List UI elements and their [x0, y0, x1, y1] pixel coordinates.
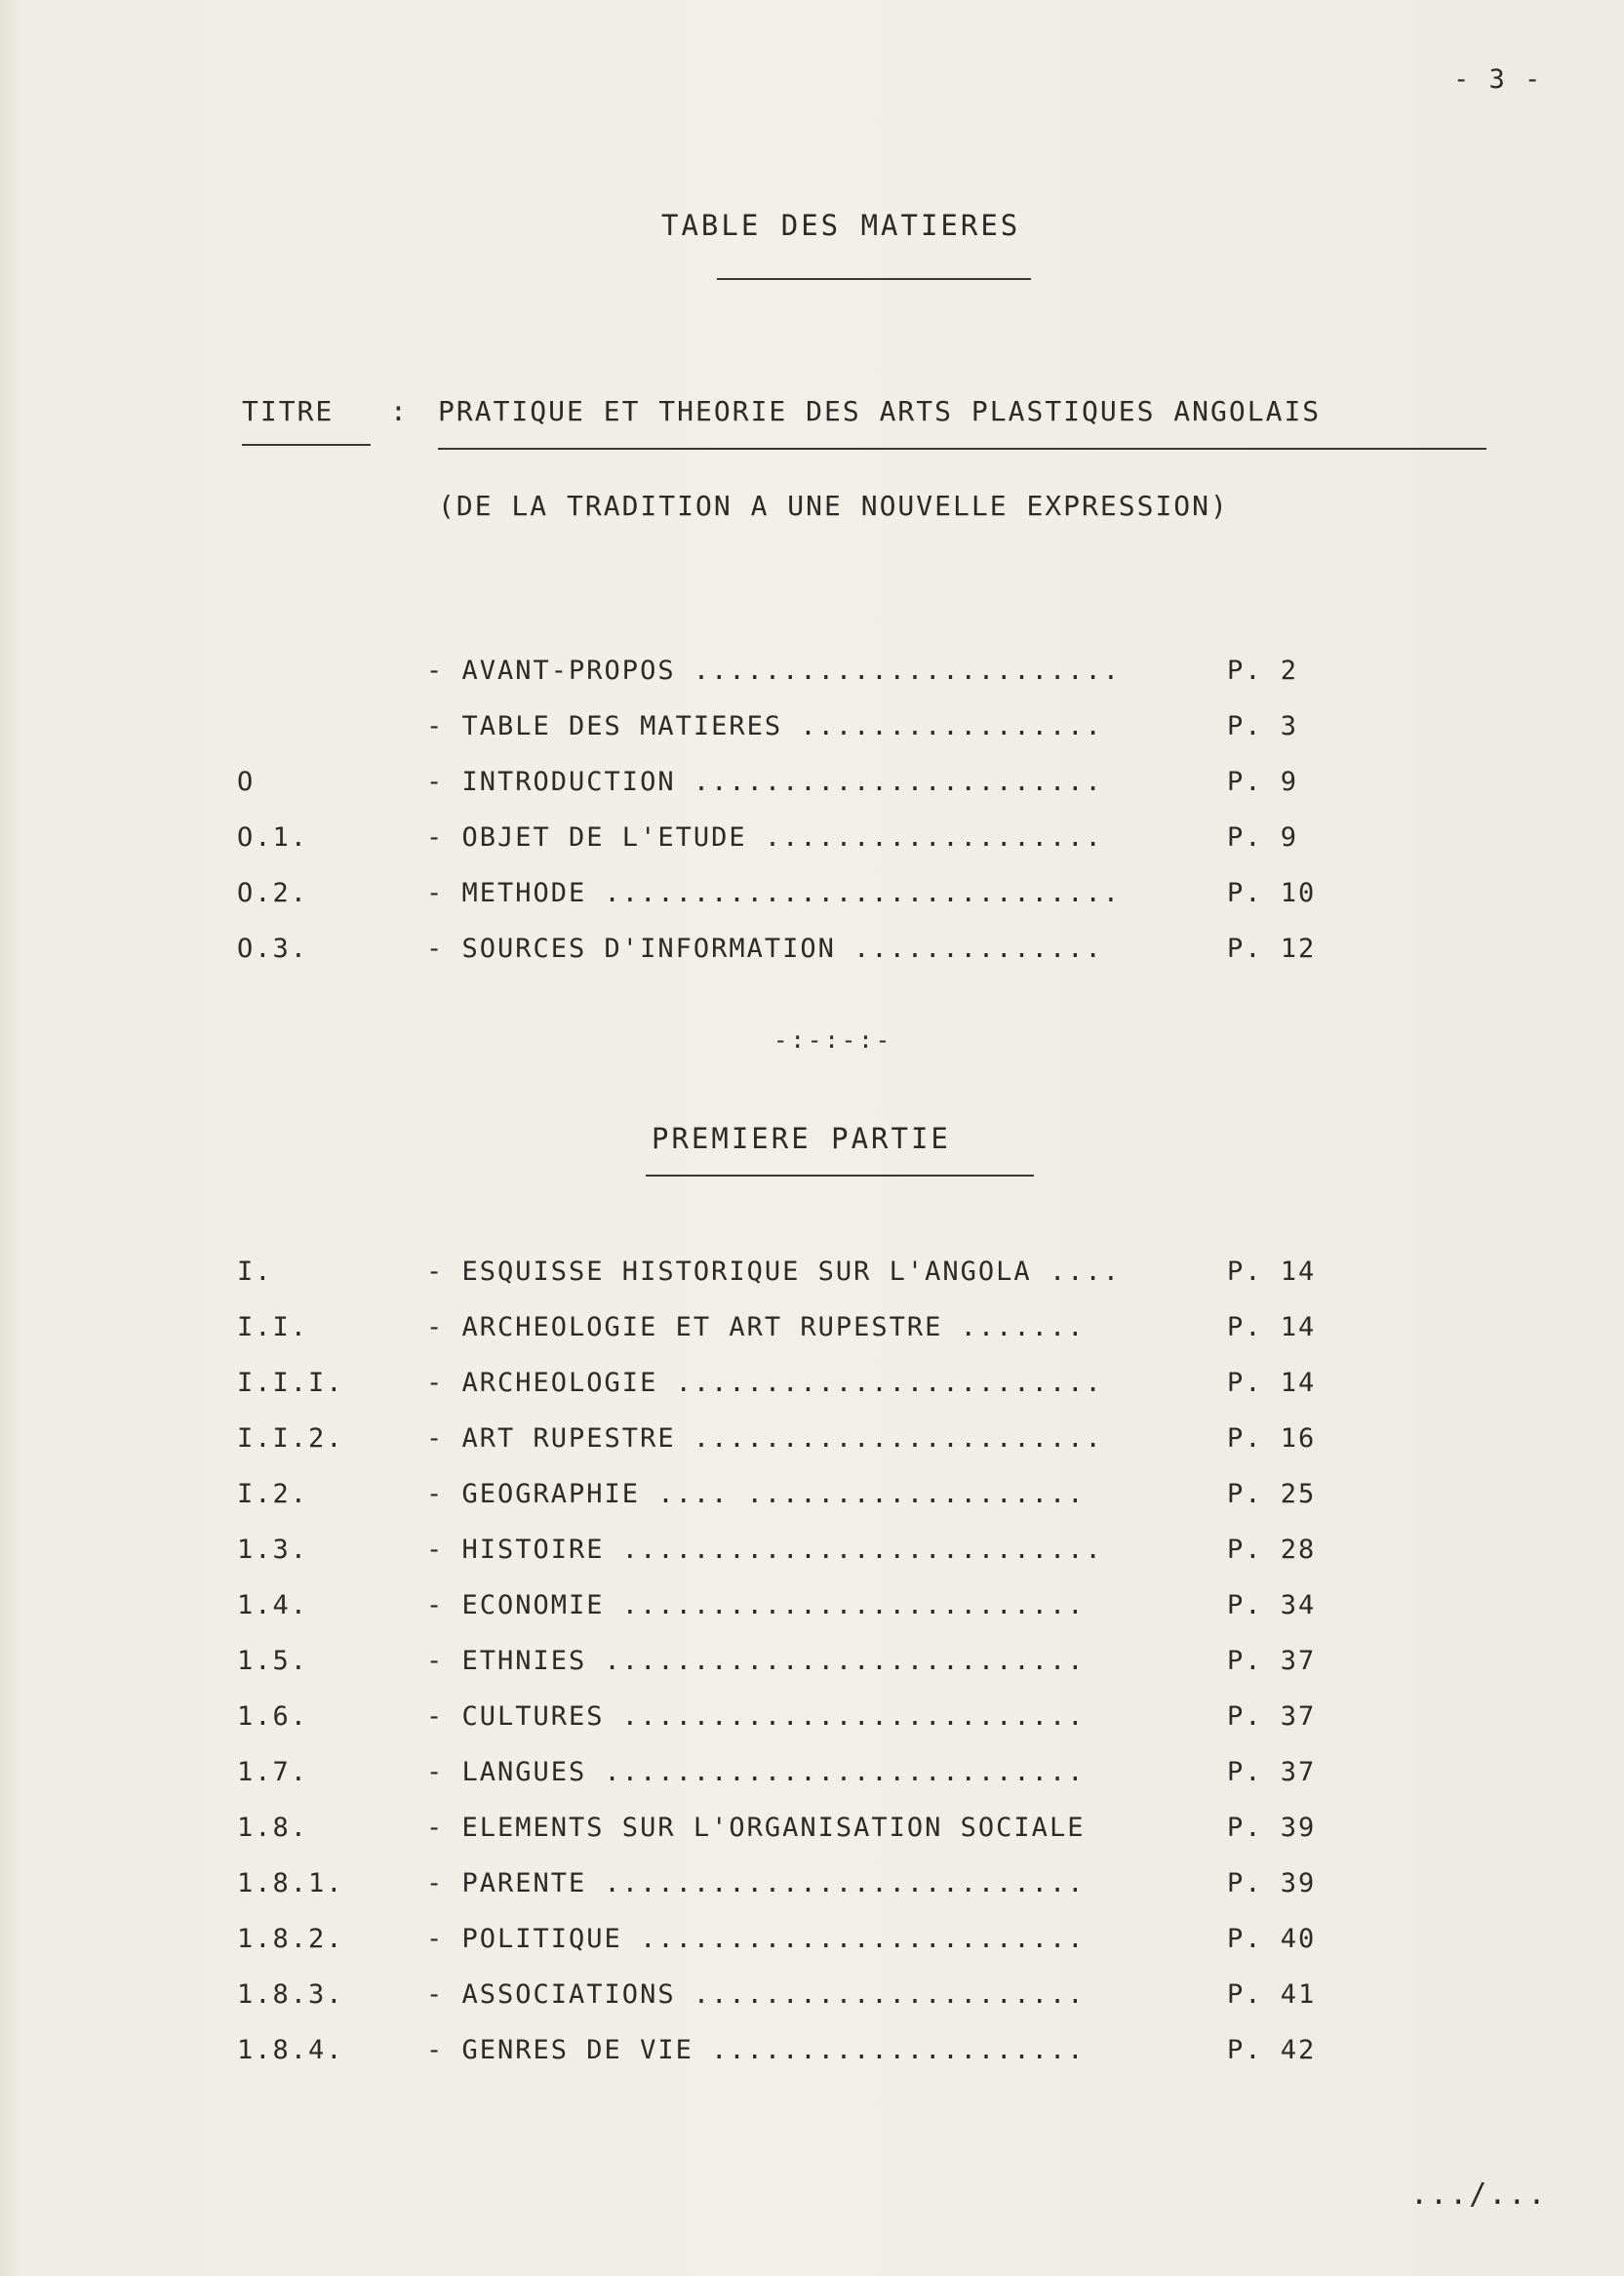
toc-entry-label: - GENRES DE VIE ..................... — [426, 2035, 1086, 2065]
toc-entry-page: P. 12 — [1227, 934, 1317, 964]
toc-entry-page: P. 10 — [1227, 878, 1317, 908]
toc-entry-page: P. 37 — [1227, 1701, 1317, 1732]
toc-entry-label: - ESQUISSE HISTORIQUE SUR L'ANGOLA .... — [426, 1257, 1121, 1287]
toc-entry-label: - TABLE DES MATIERES ................. — [426, 711, 1103, 741]
toc-entry-number: 1.8.1. — [237, 1868, 344, 1898]
toc-entry-page: P. 41 — [1227, 1979, 1317, 2010]
toc-entry — [0, 1646, 1624, 1685]
part-heading: PREMIERE PARTIE — [652, 1122, 951, 1155]
toc-entry-label: - LANGUES ........................... — [426, 1757, 1086, 1787]
toc-entry — [0, 767, 1624, 806]
toc-entry-label: - ETHNIES ........................... — [426, 1646, 1086, 1676]
toc-entry-label: - ARCHEOLOGIE ........................ — [426, 1368, 1103, 1398]
section-separator: -:-:-:- — [773, 1026, 893, 1054]
toc-entry — [0, 1535, 1624, 1574]
toc-entry-number: 1.8.2. — [237, 1924, 344, 1954]
toc-entry-label: - AVANT-PROPOS ........................ — [426, 656, 1121, 686]
toc-entry-label: - OBJET DE L'ETUDE ................... — [426, 822, 1103, 853]
heading-underline — [717, 278, 1031, 280]
toc-entry-number: I. — [237, 1257, 273, 1287]
toc-entry — [0, 1312, 1624, 1351]
toc-entry-page: P. 14 — [1227, 1257, 1317, 1287]
toc-entry — [0, 1757, 1624, 1796]
toc-entry-label: - POLITIQUE ......................... — [426, 1924, 1086, 1954]
toc-entry-page: P. 28 — [1227, 1535, 1317, 1565]
toc-entry-number: I.I. — [237, 1312, 309, 1342]
titre-label: TITRE — [242, 395, 335, 427]
toc-entry-page: P. 37 — [1227, 1757, 1317, 1787]
toc-entry — [0, 822, 1624, 861]
toc-entry — [0, 1924, 1624, 1963]
toc-entry-number: I.2. — [237, 1479, 309, 1509]
document-heading: TABLE DES MATIERES — [661, 209, 1021, 242]
toc-entry-page: P. 39 — [1227, 1813, 1317, 1843]
toc-entry-label: - ART RUPESTRE ....................... — [426, 1423, 1103, 1454]
continuation-mark: .../... — [1410, 2177, 1548, 2212]
toc-entry-number: I.I.I. — [237, 1368, 344, 1398]
toc-entry-number: 1.7. — [237, 1757, 309, 1787]
toc-entry-number: 1.8. — [237, 1813, 309, 1843]
toc-entry-label: - GEOGRAPHIE .... ................... — [426, 1479, 1086, 1509]
toc-entry — [0, 1701, 1624, 1740]
toc-entry-number: 1.8.3. — [237, 1979, 344, 2010]
toc-entry-page: P. 2 — [1227, 656, 1299, 686]
toc-entry-label: - ARCHEOLOGIE ET ART RUPESTRE ....... — [426, 1312, 1086, 1342]
toc-entry — [0, 2035, 1624, 2074]
toc-entry-number: 1.4. — [237, 1590, 309, 1620]
titre-text: PRATIQUE ET THEORIE DES ARTS PLASTIQUES ANGOLAIS — [438, 395, 1322, 427]
toc-entry-label: - ASSOCIATIONS ...................... — [426, 1979, 1086, 2010]
toc-entry — [0, 1813, 1624, 1852]
toc-entry-label: - HISTOIRE ........................... — [426, 1535, 1103, 1565]
toc-entry-number: O.1. — [237, 822, 309, 853]
toc-entry-label: - SOURCES D'INFORMATION .............. — [426, 934, 1103, 964]
toc-entry-page: P. 3 — [1227, 711, 1299, 741]
document-subtitle: (DE LA TRADITION A UNE NOUVELLE EXPRESSION) — [438, 490, 1229, 522]
toc-entry — [0, 1868, 1624, 1907]
toc-entry-label: - ELEMENTS SUR L'ORGANISATION SOCIALE — [426, 1813, 1086, 1843]
toc-entry-page: P. 39 — [1227, 1868, 1317, 1898]
toc-entry-number: 1.8.4. — [237, 2035, 344, 2065]
toc-entry-page: P. 34 — [1227, 1590, 1317, 1620]
toc-entry-page: P. 25 — [1227, 1479, 1317, 1509]
toc-entry — [0, 1979, 1624, 2018]
toc-entry — [0, 1590, 1624, 1629]
toc-entry — [0, 1423, 1624, 1462]
toc-entry-label: - ECONOMIE .......................... — [426, 1590, 1086, 1620]
toc-entry-number: O — [237, 767, 256, 797]
toc-entry-page: P. 9 — [1227, 822, 1299, 853]
toc-entry — [0, 1257, 1624, 1296]
toc-entry-number: O.2. — [237, 878, 309, 908]
toc-entry — [0, 934, 1624, 973]
titre-colon: : — [390, 395, 409, 427]
titre-text-underline — [438, 448, 1486, 450]
toc-entry-number: I.I.2. — [237, 1423, 344, 1454]
toc-entry — [0, 711, 1624, 750]
toc-entry-label: - CULTURES .......................... — [426, 1701, 1086, 1732]
toc-entry — [0, 878, 1624, 917]
toc-entry — [0, 656, 1624, 695]
toc-entry-page: P. 14 — [1227, 1368, 1317, 1398]
part-heading-underline — [646, 1175, 1034, 1177]
toc-entry-label: - INTRODUCTION ....................... — [426, 767, 1103, 797]
toc-entry-label: - PARENTE ........................... — [426, 1868, 1086, 1898]
toc-entry-number: O.3. — [237, 934, 309, 964]
toc-entry-label: - METHODE ............................. — [426, 878, 1121, 908]
toc-entry-page: P. 37 — [1227, 1646, 1317, 1676]
toc-entry-number: 1.5. — [237, 1646, 309, 1676]
toc-entry — [0, 1368, 1624, 1407]
toc-entry-page: P. 42 — [1227, 2035, 1317, 2065]
toc-entry-page: P. 16 — [1227, 1423, 1317, 1454]
toc-entry-page: P. 14 — [1227, 1312, 1317, 1342]
toc-entry-number: 1.6. — [237, 1701, 309, 1732]
page-number: - 3 - — [1453, 64, 1543, 95]
toc-entry-page: P. 40 — [1227, 1924, 1317, 1954]
toc-entry-number: 1.3. — [237, 1535, 309, 1565]
toc-entry-page: P. 9 — [1227, 767, 1299, 797]
toc-entry — [0, 1479, 1624, 1518]
titre-label-underline — [242, 444, 371, 446]
